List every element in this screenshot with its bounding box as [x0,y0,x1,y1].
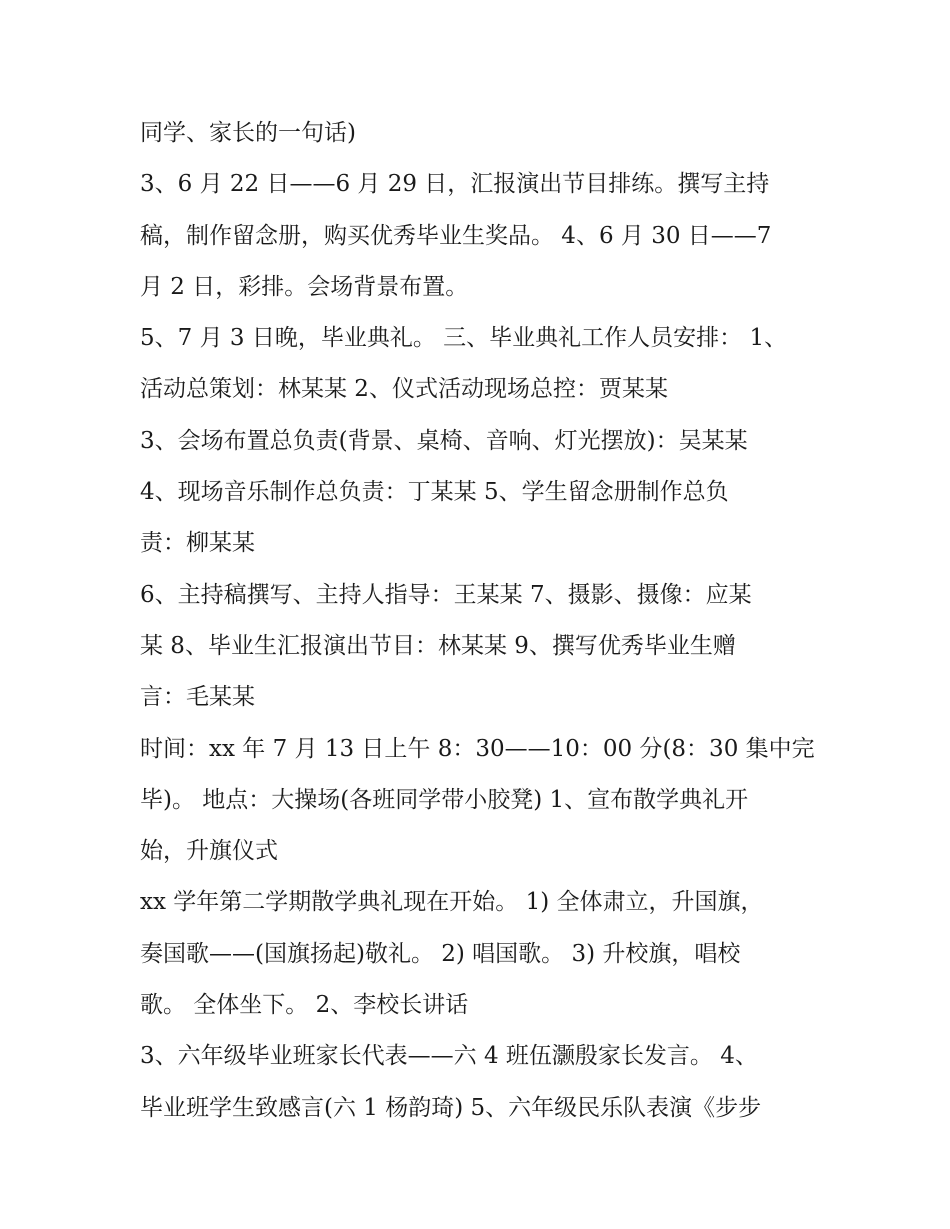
text-line: 毕业班学生致感言(六 1 杨韵琦) 5、六年级民乐队表演《步步 [140,1094,762,1121]
text-line: 言：毛某某 [140,684,255,711]
text-line: xx 学年第二学期散学典礼现在开始。 1) 全体肃立，升国旗， [140,889,764,916]
text-line: 5、7 月 3 日晚，毕业典礼。 三、毕业典礼工作人员安排： 1、 [140,325,788,352]
text-line: 3、六年级毕业班家长代表——六 4 班伍灏殷家长发言。 4、 [140,1043,758,1070]
text-line: 活动总策划：林某某 2、仪式活动现场总控：贾某某 [140,376,668,403]
text-line: 奏国歌——(国旗扬起)敬礼。 2) 唱国歌。 3) 升校旗，唱校 [140,940,741,967]
text-line: 时间：xx 年 7 月 13 日上午 8：30——10：00 分(8：30 集中完 [140,735,815,762]
text-line: 同学、家长的一句话) [140,120,356,146]
text-line: 4、现场音乐制作总负责：丁某某 5、学生留念册制作总负 [140,479,729,506]
text-line: 3、会场布置总负责(背景、桌椅、音响、灯光摆放)：吴某某 [140,427,748,454]
text-line: 歌。 全体坐下。 2、李校长讲话 [140,992,469,1019]
text-line: 3、6 月 22 日——6 月 29 日，汇报演出节目排练。撰写主持 [140,171,770,198]
text-line: 月 2 日，彩排。会场背景布置。 [140,273,469,300]
text-line: 稿，制作留念册，购买优秀毕业生奖品。 4、6 月 30 日——7 [140,222,772,249]
text-line: 6、主持稿撰写、主持人指导：王某某 7、摄影、摄像：应某 [140,581,752,608]
text-line: 毕)。 地点：大操场(各班同学带小胶凳) 1、宣布散学典礼开 [140,786,749,813]
text-line: 责：柳某某 [140,530,255,557]
text-line: 某 8、毕业生汇报演出节目：林某某 9、撰写优秀毕业生赠 [140,632,736,659]
document-body [140,108,815,1134]
text-line: 始，升旗仪式 [140,838,278,865]
